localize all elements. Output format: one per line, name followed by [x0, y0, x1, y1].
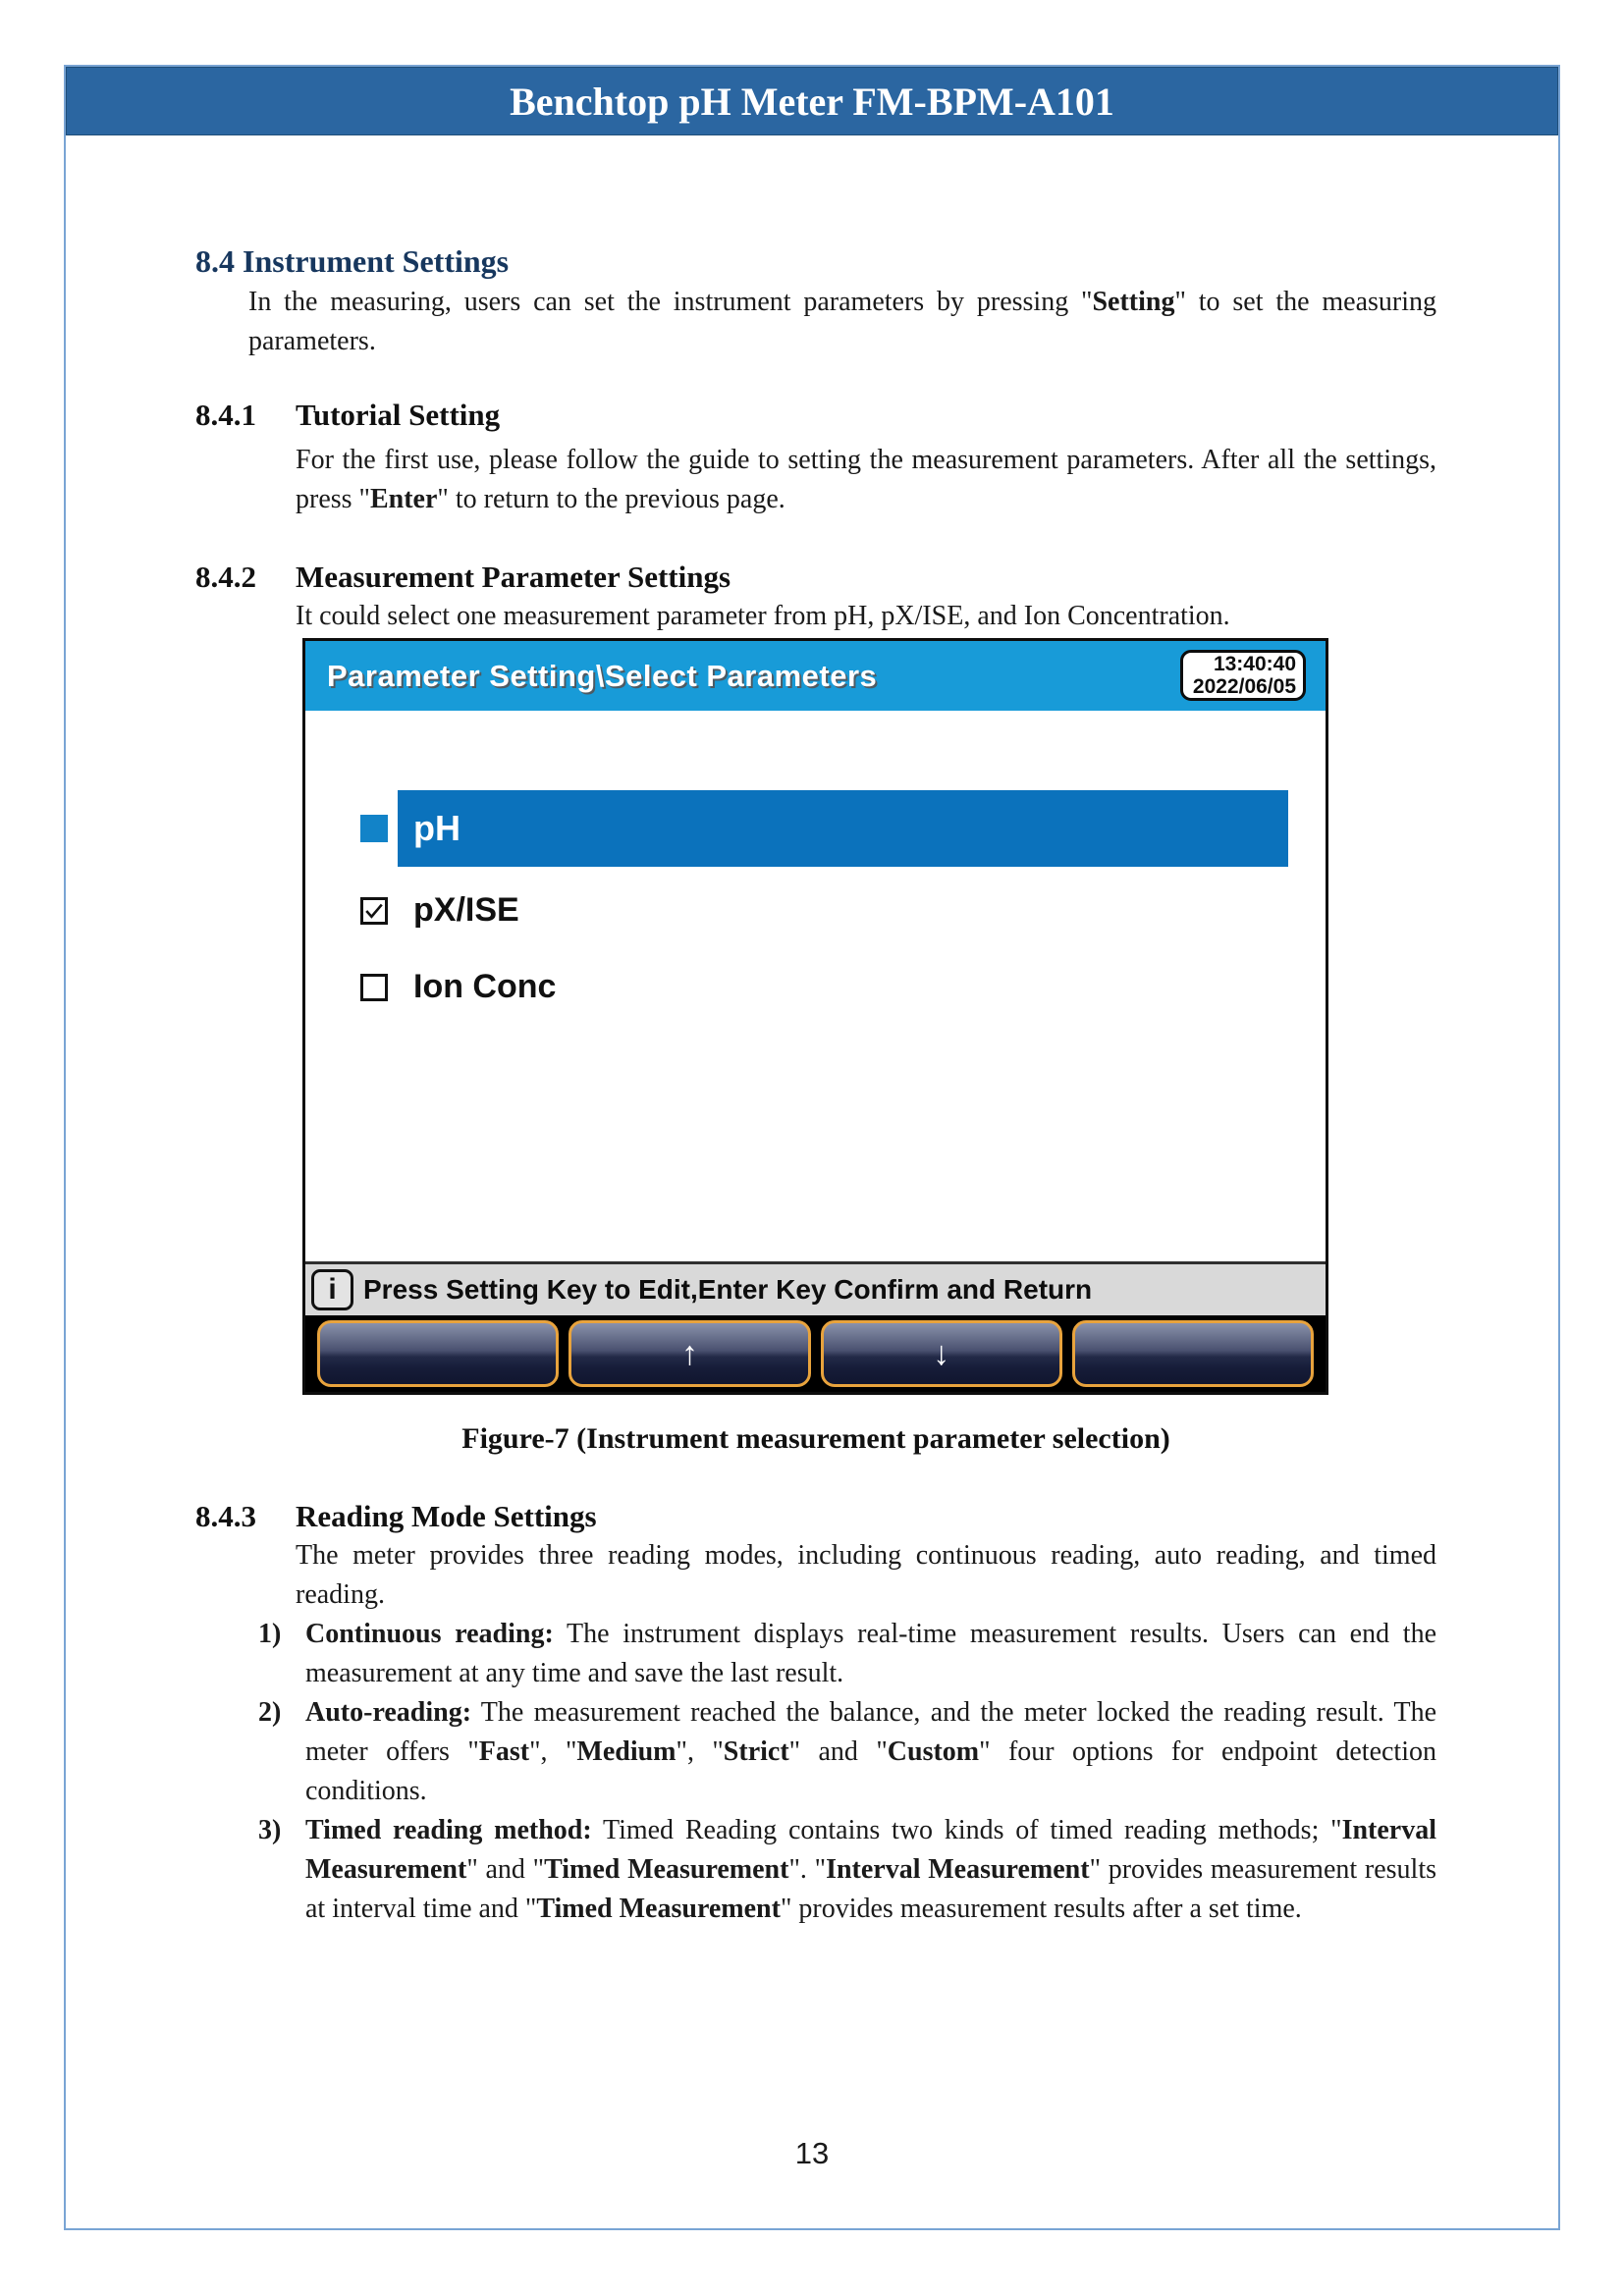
list-item-1	[258, 1615, 1436, 1693]
row-label-ph: pH	[413, 808, 460, 848]
list-item-text: Continuous reading: The instrument displays real-time measurement results. Users can end the measurement at any time and save the last result.	[305, 1619, 1437, 1688]
section-8-4-3-heading	[195, 1499, 1436, 1534]
section-8-4-2-heading	[195, 560, 1436, 595]
section-number: 8.4.2	[195, 560, 256, 594]
list-item-text: Auto-reading: The measurement reached the balance, and the meter locked the reading result. The meter offers "Fast", "Medium", "Strict" and "Custom" four options for endpoint detection conditions.	[305, 1697, 1436, 1806]
list-item-number: 2)	[258, 1697, 282, 1728]
px-ise-checkbox-checked-icon	[360, 897, 388, 925]
section-title: Instrument Settings	[243, 243, 510, 279]
device-titlebar	[305, 641, 1326, 711]
info-bar-text: Press Setting Key to Edit,Enter Key Confirm and Return	[363, 1274, 1093, 1305]
device-row-px-ise	[360, 891, 519, 930]
ph-checkbox-icon	[360, 815, 388, 842]
ion-conc-checkbox-empty-icon	[360, 974, 388, 1001]
info-icon: i	[311, 1269, 353, 1310]
softkey-up-arrow: ↑	[568, 1320, 810, 1387]
row-label-px-ise: pX/ISE	[413, 891, 519, 929]
section-title: Measurement Parameter Settings	[296, 560, 731, 594]
header-title: Benchtop pH Meter FM-BPM-A101	[510, 79, 1114, 124]
section-number: 8.4.3	[195, 1499, 256, 1533]
device-screen	[302, 638, 1328, 1395]
device-screen-title: Parameter Setting\Select Parameters	[327, 658, 878, 693]
device-info-bar	[305, 1261, 1326, 1315]
list-item-number: 3)	[258, 1815, 282, 1845]
section-8-4-3-paragraph: The meter provides three reading modes, including continuous reading, auto reading, and timed reading.	[296, 1540, 1436, 1610]
section-title: Tutorial Setting	[296, 398, 501, 432]
row-label-ion-conc: Ion Conc	[413, 968, 557, 1005]
section-8-4-1-heading	[195, 398, 1436, 433]
figure-device-screenshot	[302, 638, 1436, 1395]
section-8-4-2-paragraph: It could select one measurement parameter from pH, pX/ISE, and Ion Concentration.	[296, 601, 1230, 631]
section-title: Reading Mode Settings	[296, 1499, 597, 1533]
device-softkey-strip	[305, 1315, 1326, 1392]
clock-time: 13:40:40	[1213, 653, 1296, 675]
section-8-4-1-paragraph: For the first use, please follow the guide to setting the measurement parameters. After all the settings, press "Enter" to return to the previous page.	[296, 445, 1436, 514]
figure-caption: Figure-7 (Instrument measurement parameter selection)	[461, 1422, 1170, 1455]
device-clock	[1180, 650, 1306, 701]
list-item-2	[258, 1693, 1436, 1811]
section-8-4-heading	[195, 243, 1436, 279]
softkey-blank-right	[1072, 1320, 1314, 1387]
device-parameter-list	[305, 711, 1326, 1261]
header-banner	[66, 67, 1558, 135]
list-item-text: Timed reading method: Timed Reading contains two kinds of timed reading methods; "Interval Measurement" and "Timed Measurement". "Interval Measurement" provides measurement results at interval time and "Timed Measurement" provides measurement results after a set time.	[305, 1815, 1437, 1924]
page-content	[66, 243, 1558, 1929]
section-number: 8.4	[195, 243, 235, 279]
page-number: 13	[794, 2136, 830, 2170]
section-8-4-paragraph: In the measuring, users can set the instrument parameters by pressing "Setting" to set the measuring parameters.	[248, 287, 1437, 356]
page-frame	[64, 65, 1560, 2230]
check-icon	[363, 894, 385, 928]
device-row-ion-conc	[360, 968, 556, 1006]
softkey-blank-left	[317, 1320, 559, 1387]
device-row-ph-selected	[398, 790, 1288, 867]
softkey-down-arrow: ↓	[821, 1320, 1062, 1387]
section-number: 8.4.1	[195, 398, 256, 432]
list-item-3	[258, 1811, 1436, 1929]
list-item-number: 1)	[258, 1619, 282, 1649]
clock-date: 2022/06/05	[1192, 675, 1296, 698]
